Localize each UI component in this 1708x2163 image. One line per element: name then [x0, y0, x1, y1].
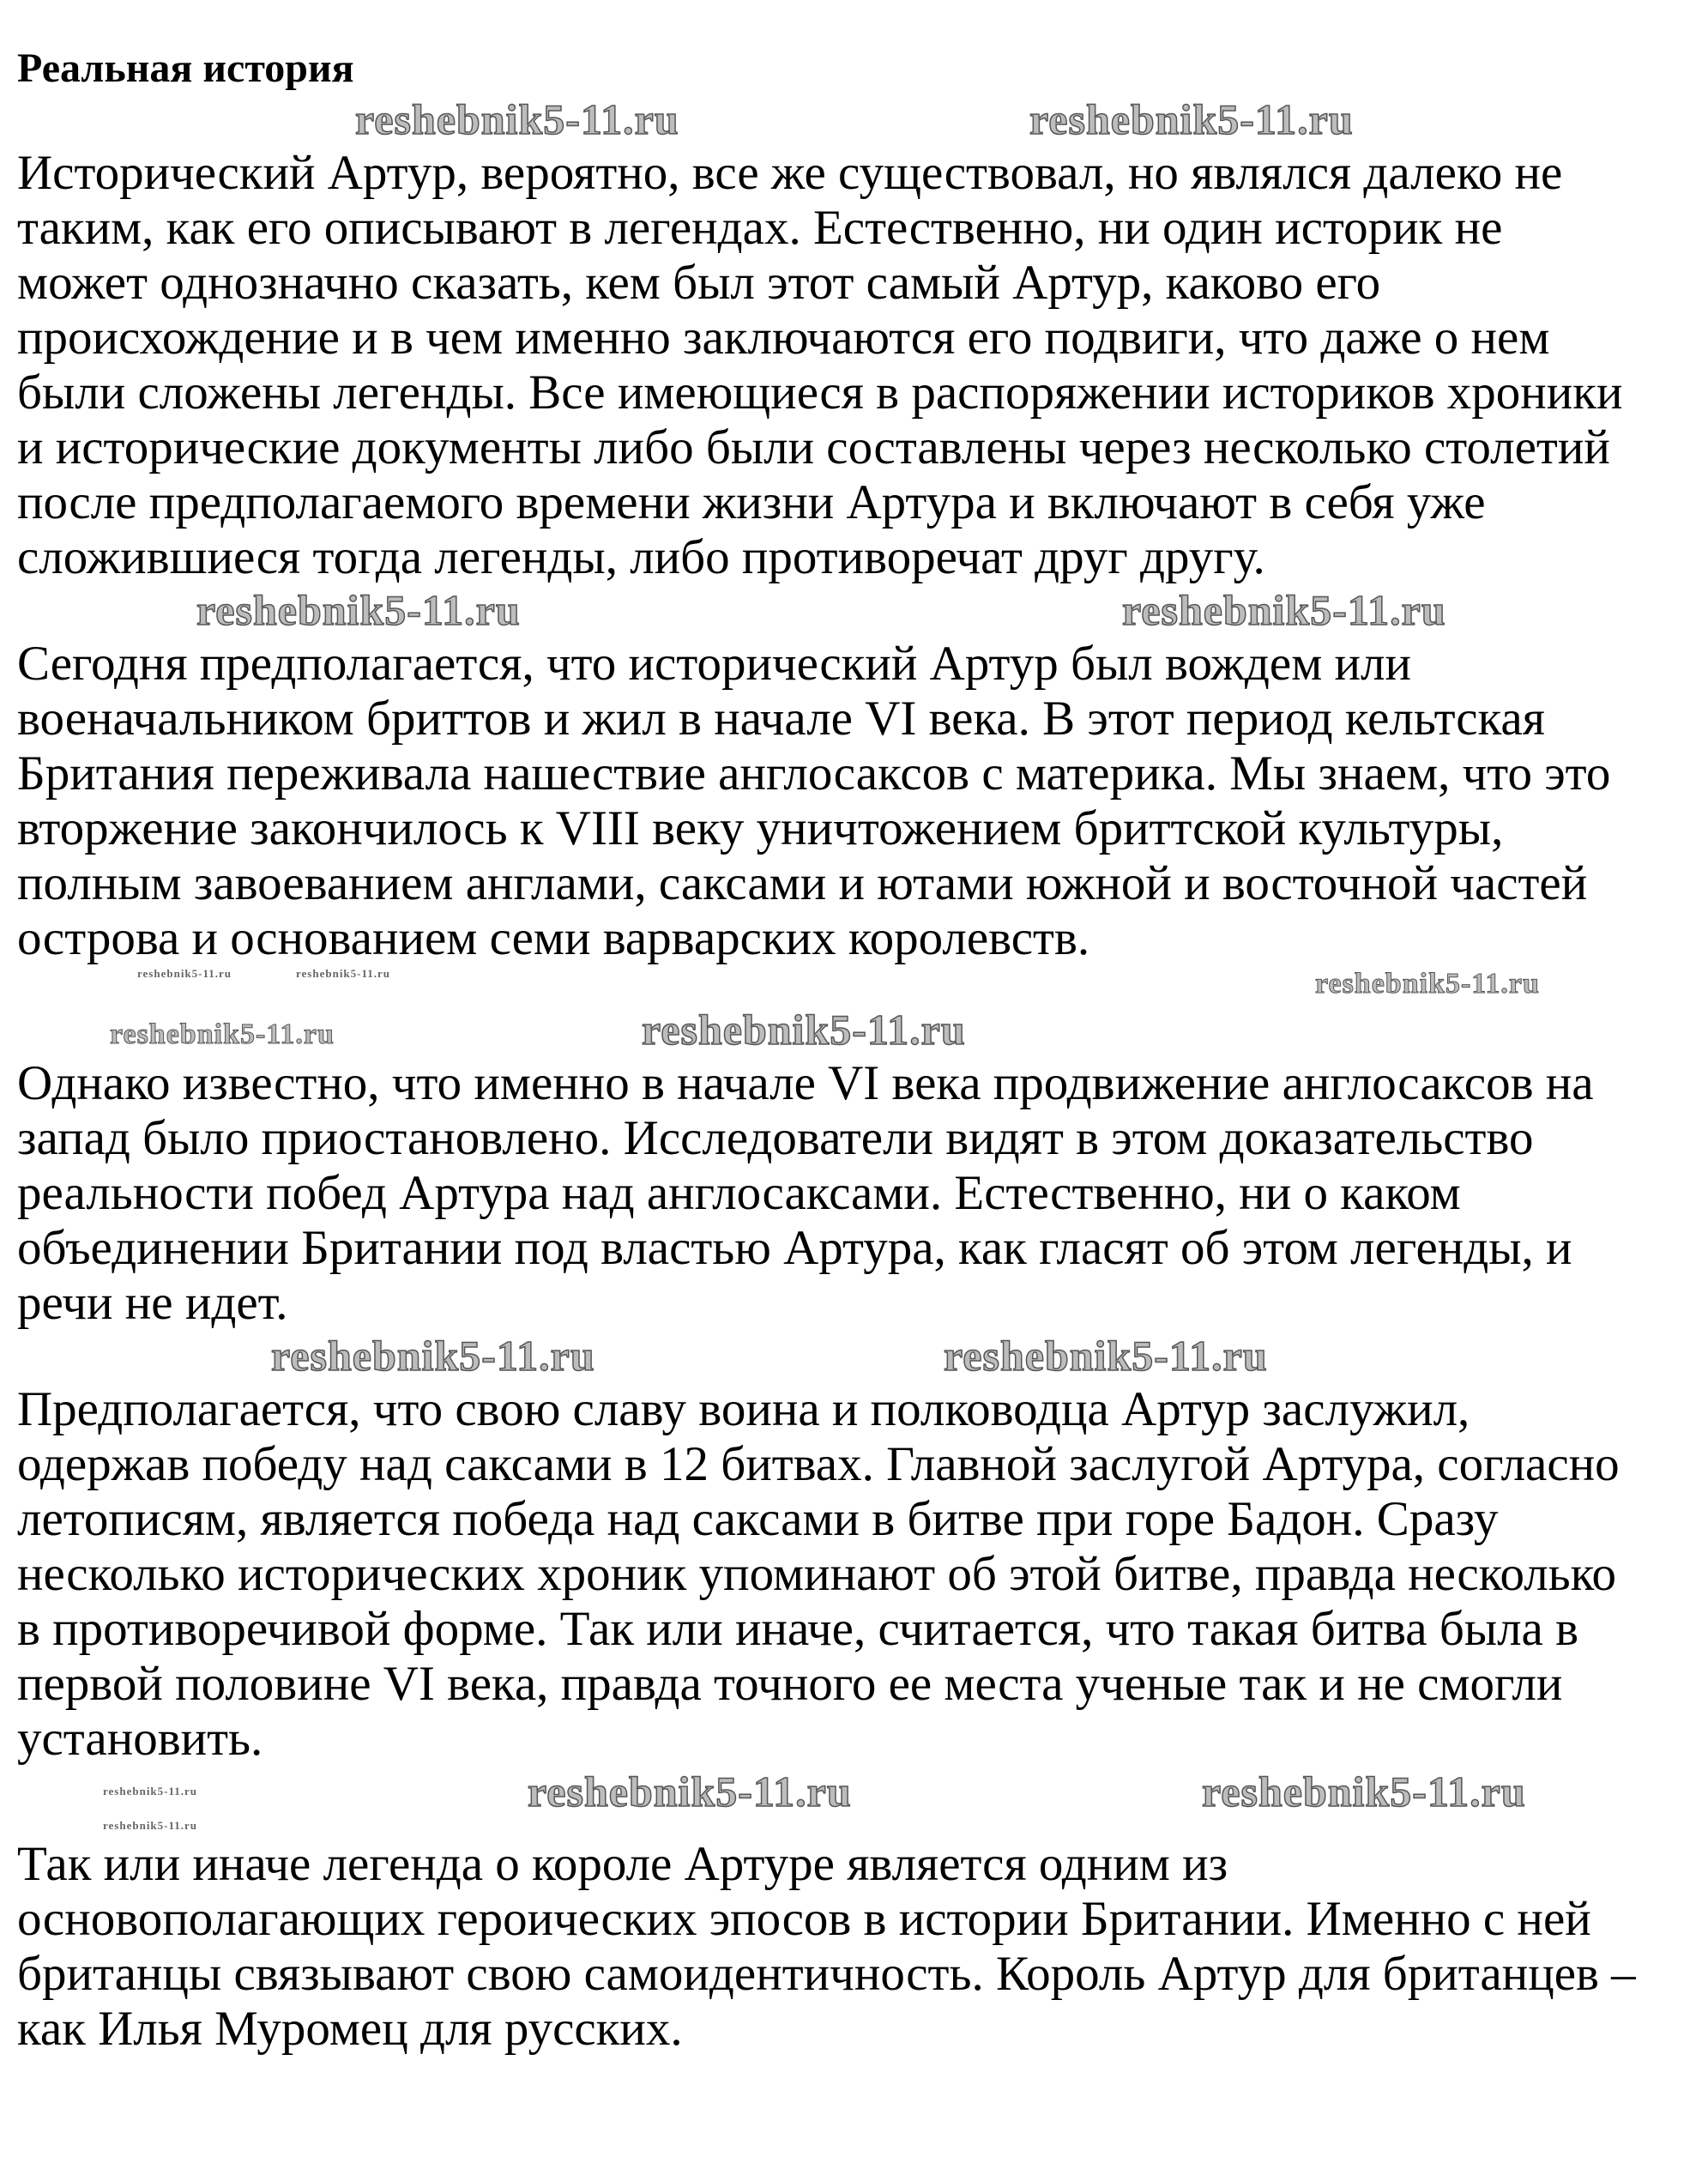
watermark: reshebnik5-11.ru — [271, 1332, 595, 1380]
watermark: reshebnik5-11.ru — [642, 1006, 966, 1054]
watermark: reshebnik5-11.ru — [110, 1018, 335, 1050]
text-line: вторжение закончилось к VIII веку уничтожением бриттской культуры, — [17, 801, 1504, 855]
text-line: Предполагается, что свою славу воина и полководца Артур заслужил, — [17, 1382, 1470, 1436]
watermark: reshebnik5-11.ru — [103, 1785, 198, 1797]
text-line: первой половине VI века, правда точного ее места ученые так и не смогли — [17, 1657, 1563, 1711]
text-line: Исторический Артур, вероятно, все же существовал, но являлся далеко не — [17, 146, 1563, 200]
text-line: Однако известно, что именно в начале VI века продвижение англосаксов на — [17, 1056, 1594, 1110]
watermark-row — [17, 1767, 1690, 1818]
text-line: Сегодня предполагается, что исторический Артур был вождем или — [17, 637, 1412, 691]
text-line: реальности побед Артура над англосаксами. Естественно, ни о каком — [17, 1166, 1461, 1220]
text-line: британцы связывают свою самоидентичность. Король Артур для британцев – — [17, 1947, 1636, 2001]
watermark-row — [17, 585, 1690, 637]
watermark-row — [17, 94, 1690, 146]
text-line: Так или иначе легенда о короле Артуре является одним из — [17, 1837, 1228, 1891]
text-line: запад было приостановлено. Исследователи видят в этом доказательство — [17, 1111, 1534, 1165]
text-line: сложившиеся тогда легенды, либо противоречат друг другу. — [17, 530, 1265, 584]
text-line: таким, как его описывают в легендах. Естественно, ни один историк не — [17, 201, 1503, 255]
watermark-row — [17, 1818, 1690, 1837]
watermark: reshebnik5-11.ru — [296, 967, 391, 980]
watermark: reshebnik5-11.ru — [137, 967, 232, 980]
text-line: основополагающих героических эпосов в истории Британии. Именно с ней — [17, 1892, 1591, 1946]
watermark: reshebnik5-11.ru — [1122, 586, 1446, 634]
text-line: Британия переживала нашествие англосаксов с материка. Мы знаем, что это — [17, 746, 1611, 801]
watermark: reshebnik5-11.ru — [196, 586, 521, 634]
paragraph — [17, 1382, 1708, 1767]
text-line: военачальником бриттов и жил в начале VI века. В этот период кельтская — [17, 692, 1545, 746]
paragraph — [17, 1837, 1708, 2057]
watermark-row — [17, 966, 1690, 1005]
text-line: в противоречивой форме. Так или иначе, считается, что такая битва была в — [17, 1602, 1579, 1656]
text-line: летописям, является победа над саксами в битве при горе Бадон. Сразу — [17, 1492, 1499, 1546]
paragraph — [17, 637, 1708, 966]
text-line: были сложены легенды. Все имеющиеся в распоряжении историков хроники — [17, 366, 1623, 420]
text-line: установить. — [17, 1712, 263, 1766]
text-line: несколько исторических хроник упоминают об этой битве, правда несколько — [17, 1547, 1616, 1601]
text-line: одержав победу над саксами в 12 битвах. Главной заслугой Артура, согласно — [17, 1437, 1620, 1491]
watermark: reshebnik5-11.ru — [103, 1819, 198, 1832]
watermark-row — [17, 1005, 1690, 1056]
watermark: reshebnik5-11.ru — [1315, 968, 1540, 1000]
watermark: reshebnik5-11.ru — [944, 1332, 1268, 1380]
watermark: reshebnik5-11.ru — [355, 95, 679, 143]
text-line: и исторические документы либо были составлены через несколько столетий — [17, 420, 1610, 474]
text-line: может однозначно сказать, кем был этот самый Артур, каково его — [17, 256, 1381, 310]
watermark: reshebnik5-11.ru — [528, 1767, 852, 1816]
page-title: Реальная история — [17, 45, 354, 91]
text-line: объединении Британии под властью Артура, как гласят об этом легенды, и — [17, 1221, 1572, 1275]
text-line: речи не идет. — [17, 1276, 288, 1330]
text-line: происхождение и в чем именно заключаются его подвиги, что даже о нем — [17, 311, 1550, 365]
text-line: после предполагаемого времени жизни Артура и включают в себя уже — [17, 475, 1486, 529]
watermark: reshebnik5-11.ru — [1029, 95, 1354, 143]
text-line: полным завоеванием англами, саксами и ютами южной и восточной частей — [17, 856, 1588, 910]
watermark-row — [17, 1331, 1690, 1382]
paragraph — [17, 146, 1708, 585]
paragraph — [17, 1056, 1708, 1331]
text-line: как Илья Муромец для русских. — [17, 2002, 683, 2056]
text-line: острова и основанием семи варварских королевств. — [17, 911, 1090, 965]
watermark: reshebnik5-11.ru — [1202, 1767, 1526, 1816]
